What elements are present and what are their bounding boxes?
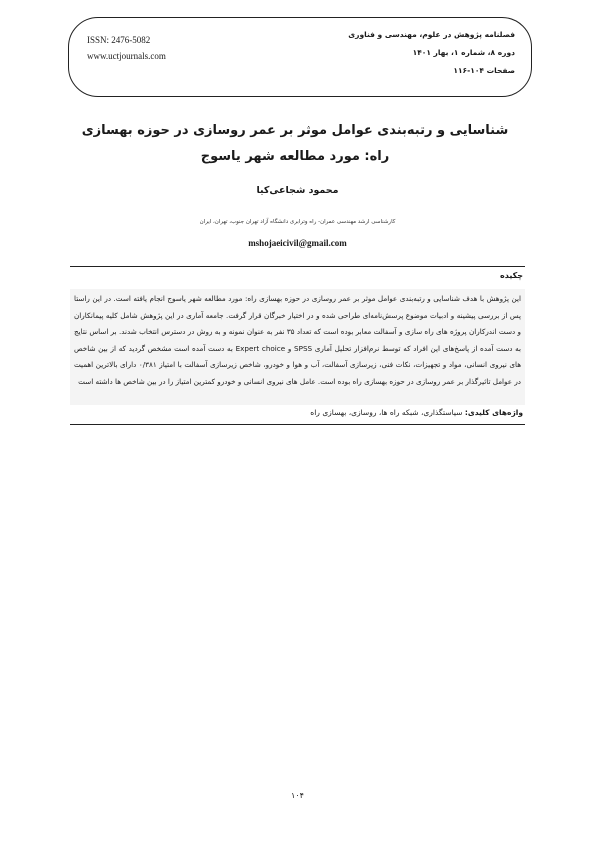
journal-website: www.uctjournals.com [87, 51, 166, 61]
journal-name: فصلنامه پژوهش در علوم، مهندسی و فناوری [348, 30, 515, 39]
abstract-bottom-rule [70, 424, 525, 425]
author-email: mshojaeicivil@gmail.com [248, 238, 347, 248]
paper-title: شناسایی و رتبه‌بندی عوامل موثر بر عمر روسازی در حوزه بهسازی راه: مورد مطالعه شهر یاسوج [81, 123, 509, 164]
issn: ISSN: 2476-5082 [87, 35, 151, 45]
volume-issue: دوره ۸، شماره ۱، بهار ۱۴۰۱ [412, 48, 515, 57]
keywords [68, 406, 523, 420]
abstract-heading: چکیده [499, 271, 523, 280]
header-right-block [275, 26, 515, 80]
page-range: صفحات ۱۰۴-۱۱۶ [453, 66, 515, 75]
header-left-block [87, 32, 166, 64]
abstract-top-rule [70, 266, 525, 267]
journal-header-box [68, 17, 532, 97]
abstract-body: این پژوهش با هدف شناسایی و رتبه‌بندی عوامل موثر بر عمر روسازی در حوزه بهسازی راه: مورد مطالعه شهر یاسوج انجام یافته است. در این راستا پس از بررسی پیشینه و ادبیات موضوع پرسش‌نامه‌ای طراحی شده و در اختیار خبرگان قرار گرفت. جامعه آماری در این پژوهش شامل کلیه پیمانکاران و دست اندرکاران پروژه های راه سازی و آسفالت معابر بوده است که تعداد ۳۵ نفر به عنوان نمونه و به روش در دسترس انتخاب شدند. بر اساس نتایج به دست آمده از پاسخ‌های این افراد که توسط نرم‌افزار تحلیل آماری SPSS و Expert choice به دست آمده است مشخص گردید که از بین شاخص های نیروی انسانی، مواد و تجهیزات، نکات فنی، زیرسازی آسفالت، آب و هوا و خودرو، شاخص زیرسازی آسفالت با امتیاز ۰/۳۸۱ دارای بالاترین اهمیت در عوامل تاثیرگذار بر عمر روسازی در حوزه بهسازی راه بوده است. عامل های نیروی انسانی و خودرو کمترین امتیاز را در بین شاخص ها داشته است [70, 289, 525, 405]
keywords-text: سیاستگذاری، شبکه راه ها، روسازی، بهسازی راه [310, 408, 465, 417]
page-number: ۱۰۴ [291, 791, 304, 800]
author-name: محمود شجاعی‌کیا [256, 185, 339, 196]
keywords-label: واژه‌های کلیدی: [464, 408, 523, 417]
author-affiliation: کارشناسی ارشد مهندسی عمران- راه وترابری دانشگاه آزاد تهران جنوب، تهران، ایران [199, 219, 396, 225]
